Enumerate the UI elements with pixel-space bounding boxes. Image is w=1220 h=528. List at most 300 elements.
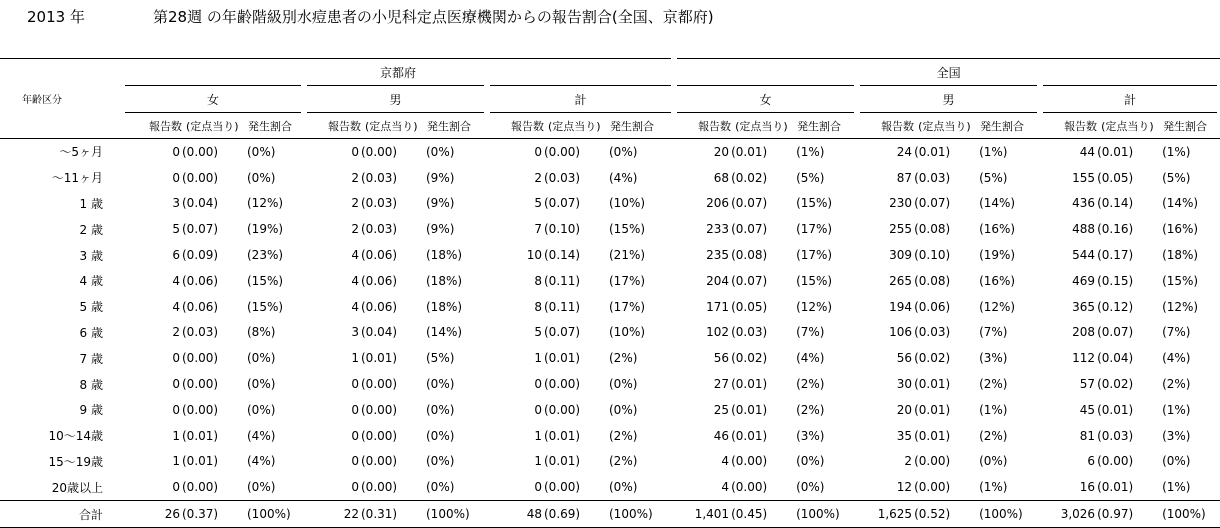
report-count: 235 [706, 248, 730, 263]
per-sentinel-value: (0.15) [1097, 273, 1134, 288]
rate-value: (5%) [979, 170, 1008, 185]
rate-value: (12%) [979, 299, 1016, 314]
rate-value: (1%) [796, 144, 825, 159]
sub-header-rate: 発生割合 [604, 113, 674, 139]
report-count: 365 [1072, 299, 1096, 314]
age-label: 3 歳 [79, 248, 103, 263]
rate-value: (0%) [1162, 454, 1191, 469]
report-count: 25 [713, 402, 730, 417]
per-sentinel-value: (0.03) [914, 325, 951, 340]
report-count: 0 [351, 402, 359, 417]
rate-value: (18%) [1162, 248, 1199, 263]
per-sentinel-value: (0.07) [731, 273, 768, 288]
report-count: 102 [706, 325, 730, 340]
report-count: 4 [721, 480, 730, 495]
rate-value: (7%) [1162, 325, 1191, 340]
report-count: 3 [172, 196, 180, 211]
per-sentinel-value: (0.00) [182, 402, 219, 417]
rate-value: (100%) [1157, 501, 1220, 528]
per-sentinel-value: (0.06) [361, 299, 398, 314]
rate-value: (1%) [1162, 480, 1191, 495]
sex-header: 計 [1040, 86, 1220, 113]
report-count: 0 [172, 480, 180, 495]
rate-value: (0%) [609, 144, 638, 159]
per-sentinel-value: (0.01) [182, 428, 219, 443]
rate-value: (2%) [979, 428, 1008, 443]
report-count: 57 [1079, 377, 1096, 392]
rate-value: (15%) [609, 222, 646, 237]
per-sentinel-value: (0.00) [914, 480, 951, 495]
rate-value: (100%) [604, 501, 674, 528]
per-sentinel-value: (0.37) [182, 501, 242, 528]
rate-value: (23%) [247, 248, 284, 263]
sub-header-count: 報告数 [857, 113, 914, 139]
rate-value: (0%) [426, 428, 455, 443]
report-count: 4 [351, 248, 359, 263]
report-count: 48 [487, 501, 544, 528]
rate-value: (0%) [247, 351, 276, 366]
per-sentinel-value: (0.00) [182, 480, 219, 495]
report-count: 4 [721, 454, 730, 469]
report-count: 8 [534, 273, 542, 288]
report-count: 1 [534, 454, 542, 469]
report-count: 230 [889, 196, 913, 211]
per-sentinel-value: (0.01) [544, 428, 581, 443]
header-row-subcolumns [0, 113, 1220, 139]
report-count: 106 [889, 325, 913, 340]
sub-header-rate: 発生割合 [421, 113, 487, 139]
report-count: 0 [534, 144, 542, 159]
report-count: 0 [351, 454, 359, 469]
report-count: 204 [706, 273, 730, 288]
report-count: 0 [172, 377, 180, 392]
region-header: 京都府 [125, 59, 674, 86]
per-sentinel-value: (0.01) [182, 454, 219, 469]
report-count: 2 [351, 222, 359, 237]
report-count: 0 [172, 170, 180, 185]
per-sentinel-value: (0.12) [1097, 299, 1134, 314]
sub-header-per-sentinel: (定点当り) [1097, 113, 1157, 139]
per-sentinel-value: (0.00) [361, 480, 398, 495]
per-sentinel-value: (0.05) [731, 299, 768, 314]
report-count: 155 [1072, 170, 1096, 185]
per-sentinel-value: (0.45) [731, 501, 791, 528]
report-count: 2 [172, 325, 180, 340]
rate-value: (100%) [791, 501, 857, 528]
report-count: 24 [896, 144, 913, 159]
per-sentinel-value: (0.03) [731, 325, 768, 340]
rate-value: (4%) [247, 428, 276, 443]
age-label: 20歳以上 [51, 480, 103, 495]
table-row [0, 165, 1220, 191]
report-count: 20 [896, 402, 913, 417]
per-sentinel-value: (0.08) [914, 273, 951, 288]
rate-value: (4%) [796, 351, 825, 366]
report-count: 309 [889, 248, 913, 263]
report-count: 0 [351, 144, 359, 159]
rate-value: (0%) [609, 480, 638, 495]
rate-value: (15%) [247, 299, 284, 314]
report-count: 44 [1079, 144, 1096, 159]
rate-value: (100%) [974, 501, 1040, 528]
rate-value: (0%) [426, 454, 455, 469]
rate-value: (15%) [1162, 273, 1199, 288]
report-count: 16 [1079, 480, 1096, 495]
age-label: 7 歳 [79, 351, 103, 366]
per-sentinel-value: (0.04) [361, 325, 398, 340]
table-row [0, 320, 1220, 346]
report-count: 45 [1079, 402, 1096, 417]
sub-header-per-sentinel: (定点当り) [731, 113, 791, 139]
per-sentinel-value: (0.07) [544, 325, 581, 340]
rate-value: (12%) [1162, 299, 1199, 314]
report-count: 26 [125, 501, 182, 528]
per-sentinel-value: (0.07) [914, 196, 951, 211]
per-sentinel-value: (0.03) [361, 170, 398, 185]
rate-value: (0%) [247, 144, 276, 159]
rate-value: (9%) [426, 222, 455, 237]
per-sentinel-value: (0.01) [914, 144, 951, 159]
rate-value: (2%) [1162, 377, 1191, 392]
report-count: 3 [351, 325, 359, 340]
table-row [0, 294, 1220, 320]
report-count: 488 [1072, 222, 1096, 237]
per-sentinel-value: (0.01) [914, 428, 951, 443]
report-count: 7 [534, 222, 542, 237]
per-sentinel-value: (0.01) [544, 351, 581, 366]
sex-header: 女 [125, 86, 304, 113]
report-count: 469 [1072, 273, 1096, 288]
per-sentinel-value: (0.03) [914, 170, 951, 185]
rate-value: (0%) [247, 480, 276, 495]
per-sentinel-value: (0.04) [1097, 351, 1134, 366]
rate-value: (7%) [979, 325, 1008, 340]
report-count: 81 [1079, 428, 1096, 443]
report-count: 4 [351, 273, 359, 288]
rate-value: (15%) [247, 273, 284, 288]
sub-header-count: 報告数 [1040, 113, 1097, 139]
per-sentinel-value: (0.07) [544, 196, 581, 211]
table-row [0, 449, 1220, 475]
per-sentinel-value: (0.00) [544, 480, 581, 495]
rate-value: (2%) [796, 377, 825, 392]
rate-value: (10%) [609, 196, 646, 211]
rate-value: (18%) [426, 299, 463, 314]
per-sentinel-value: (0.02) [731, 351, 768, 366]
rate-value: (14%) [979, 196, 1016, 211]
report-count: 112 [1072, 351, 1096, 366]
age-distribution-table [0, 58, 1220, 528]
per-sentinel-value: (0.01) [361, 351, 398, 366]
per-sentinel-value: (0.06) [182, 273, 219, 288]
report-count: 2 [904, 454, 913, 469]
sub-header-per-sentinel: (定点当り) [182, 113, 242, 139]
per-sentinel-value: (0.00) [361, 144, 398, 159]
report-count: 1 [534, 351, 542, 366]
sub-header-count: 報告数 [487, 113, 544, 139]
rate-value: (16%) [979, 273, 1016, 288]
rate-value: (7%) [796, 325, 825, 340]
report-count: 0 [534, 377, 542, 392]
per-sentinel-value: (0.06) [182, 299, 219, 314]
per-sentinel-value: (0.14) [544, 248, 581, 263]
per-sentinel-value: (0.03) [1097, 428, 1134, 443]
rate-value: (1%) [979, 402, 1008, 417]
per-sentinel-value: (0.08) [731, 248, 768, 263]
sex-header: 計 [487, 86, 674, 113]
per-sentinel-value: (0.09) [182, 248, 219, 263]
rate-value: (16%) [1162, 222, 1199, 237]
sub-header-count: 報告数 [674, 113, 731, 139]
per-sentinel-value: (0.00) [361, 402, 398, 417]
report-count: 233 [706, 222, 730, 237]
report-count: 171 [706, 299, 730, 314]
per-sentinel-value: (0.03) [182, 325, 219, 340]
per-sentinel-value: (0.69) [544, 501, 604, 528]
report-count: 436 [1072, 196, 1096, 211]
rate-value: (2%) [979, 377, 1008, 392]
rate-value: (17%) [609, 299, 646, 314]
per-sentinel-value: (0.06) [361, 248, 398, 263]
per-sentinel-value: (0.01) [1097, 480, 1134, 495]
rate-value: (2%) [609, 351, 638, 366]
report-count: 56 [896, 351, 913, 366]
title-year: 2013 年 [27, 8, 85, 26]
rate-value: (12%) [247, 196, 284, 211]
sub-header-rate: 発生割合 [791, 113, 857, 139]
rate-value: (17%) [609, 273, 646, 288]
sub-header-rate: 発生割合 [1157, 113, 1220, 139]
per-sentinel-value: (0.06) [361, 273, 398, 288]
report-count: 20 [713, 144, 730, 159]
table-row [0, 268, 1220, 294]
table-row [0, 474, 1220, 500]
per-sentinel-value: (0.00) [731, 480, 768, 495]
sex-header: 男 [857, 86, 1040, 113]
age-label: ～11ヶ月 [51, 171, 103, 186]
rate-value: (8%) [247, 325, 276, 340]
age-label: ～5ヶ月 [59, 145, 103, 160]
per-sentinel-value: (0.01) [544, 454, 581, 469]
sub-header-count: 報告数 [304, 113, 361, 139]
age-column-header: 年齢区分 [0, 59, 125, 139]
sub-header-rate: 発生割合 [242, 113, 304, 139]
rate-value: (17%) [796, 222, 833, 237]
rate-value: (5%) [796, 170, 825, 185]
per-sentinel-value: (0.11) [544, 273, 581, 288]
total-row [0, 501, 1220, 528]
rate-value: (0%) [426, 402, 455, 417]
report-count: 1,625 [857, 501, 914, 528]
table-row [0, 397, 1220, 423]
rate-value: (4%) [247, 454, 276, 469]
rate-value: (1%) [979, 144, 1008, 159]
rate-value: (9%) [426, 170, 455, 185]
per-sentinel-value: (0.10) [544, 222, 581, 237]
per-sentinel-value: (0.00) [361, 377, 398, 392]
per-sentinel-value: (0.00) [182, 377, 219, 392]
report-count: 5 [534, 325, 542, 340]
rate-value: (1%) [979, 480, 1008, 495]
report-count: 544 [1072, 248, 1096, 263]
report-count: 46 [713, 428, 730, 443]
per-sentinel-value: (0.00) [731, 454, 768, 469]
per-sentinel-value: (0.14) [1097, 196, 1134, 211]
per-sentinel-value: (0.01) [731, 428, 768, 443]
rate-value: (16%) [979, 222, 1016, 237]
rate-value: (1%) [1162, 402, 1191, 417]
rate-value: (0%) [426, 377, 455, 392]
sub-header-per-sentinel: (定点当り) [544, 113, 604, 139]
rate-value: (100%) [242, 501, 304, 528]
report-count: 1,401 [674, 501, 731, 528]
per-sentinel-value: (0.05) [1097, 170, 1134, 185]
per-sentinel-value: (0.00) [544, 402, 581, 417]
rate-value: (2%) [796, 402, 825, 417]
rate-value: (19%) [979, 248, 1016, 263]
report-count: 208 [1072, 325, 1096, 340]
age-label: 合計 [0, 501, 125, 528]
report-count: 4 [351, 299, 359, 314]
report-count: 1 [172, 454, 180, 469]
age-label: 10～14歳 [48, 429, 103, 444]
report-count: 68 [713, 170, 730, 185]
sub-header-count: 報告数 [125, 113, 182, 139]
report-count: 0 [351, 428, 359, 443]
per-sentinel-value: (0.01) [914, 402, 951, 417]
per-sentinel-value: (0.07) [1097, 325, 1134, 340]
report-count: 87 [896, 170, 913, 185]
per-sentinel-value: (0.00) [544, 144, 581, 159]
per-sentinel-value: (0.00) [544, 377, 581, 392]
report-count: 4 [172, 299, 180, 314]
per-sentinel-value: (0.01) [731, 144, 768, 159]
rate-value: (3%) [979, 351, 1008, 366]
rate-value: (18%) [426, 248, 463, 263]
table-row [0, 216, 1220, 242]
age-label: 15～19歳 [48, 454, 103, 469]
rate-value: (0%) [247, 170, 276, 185]
age-label: 5 歳 [79, 300, 103, 315]
rate-value: (18%) [426, 273, 463, 288]
report-count: 0 [351, 480, 359, 495]
sub-header-rate: 発生割合 [974, 113, 1040, 139]
report-count: 27 [713, 377, 730, 392]
age-label: 1 歳 [79, 196, 103, 211]
sub-header-per-sentinel: (定点当り) [361, 113, 421, 139]
report-count: 8 [534, 299, 542, 314]
rate-value: (21%) [609, 248, 646, 263]
header-row-regions [0, 59, 1220, 86]
report-count: 56 [713, 351, 730, 366]
age-label: 6 歳 [79, 325, 103, 340]
rate-value: (19%) [247, 222, 284, 237]
sex-header: 男 [304, 86, 487, 113]
per-sentinel-value: (0.02) [1097, 377, 1134, 392]
per-sentinel-value: (0.52) [914, 501, 974, 528]
report-count: 0 [172, 351, 180, 366]
rate-value: (0%) [609, 377, 638, 392]
header-row-sexes [0, 86, 1220, 113]
per-sentinel-value: (0.17) [1097, 248, 1134, 263]
per-sentinel-value: (0.01) [914, 377, 951, 392]
rate-value: (3%) [1162, 428, 1191, 443]
report-count: 10 [526, 248, 542, 263]
per-sentinel-value: (0.11) [544, 299, 581, 314]
per-sentinel-value: (0.01) [731, 377, 768, 392]
per-sentinel-value: (0.00) [182, 170, 219, 185]
rate-value: (0%) [247, 377, 276, 392]
per-sentinel-value: (0.01) [1097, 144, 1134, 159]
rate-value: (4%) [609, 170, 638, 185]
report-count: 12 [896, 480, 913, 495]
report-count: 2 [351, 170, 359, 185]
rate-value: (3%) [796, 428, 825, 443]
per-sentinel-value: (0.00) [182, 351, 219, 366]
rate-value: (10%) [609, 325, 646, 340]
per-sentinel-value: (0.07) [182, 222, 219, 237]
report-count: 265 [889, 273, 913, 288]
per-sentinel-value: (0.06) [914, 299, 951, 314]
report-count: 3,026 [1040, 501, 1097, 528]
age-label: 9 歳 [79, 403, 103, 418]
rate-value: (17%) [796, 248, 833, 263]
region-header: 全国 [674, 59, 1220, 86]
report-count: 0 [172, 402, 180, 417]
per-sentinel-value: (0.07) [731, 222, 768, 237]
report-count: 0 [351, 377, 359, 392]
rate-value: (0%) [426, 144, 455, 159]
rate-value: (4%) [1162, 351, 1191, 366]
rate-value: (1%) [1162, 144, 1191, 159]
per-sentinel-value: (0.00) [914, 454, 951, 469]
per-sentinel-value: (0.01) [1097, 402, 1134, 417]
report-count: 5 [172, 222, 180, 237]
per-sentinel-value: (0.03) [544, 170, 581, 185]
table-row [0, 345, 1220, 371]
per-sentinel-value: (0.02) [914, 351, 951, 366]
report-count: 2 [534, 170, 542, 185]
report-count: 1 [172, 428, 180, 443]
per-sentinel-value: (0.31) [361, 501, 421, 528]
rate-value: (14%) [1162, 196, 1199, 211]
rate-value: (0%) [426, 480, 455, 495]
report-count: 6 [172, 248, 180, 263]
rate-value: (15%) [796, 273, 833, 288]
rate-value: (5%) [1162, 170, 1191, 185]
rate-value: (2%) [609, 428, 638, 443]
report-count: 6 [1087, 454, 1096, 469]
table-row [0, 191, 1220, 217]
report-count: 206 [706, 196, 730, 211]
age-label: 2 歳 [79, 222, 103, 237]
rate-value: (0%) [796, 454, 825, 469]
report-count: 255 [889, 222, 913, 237]
age-label: 4 歳 [79, 274, 103, 289]
per-sentinel-value: (0.00) [361, 428, 398, 443]
per-sentinel-value: (0.16) [1097, 222, 1134, 237]
rate-value: (14%) [426, 325, 463, 340]
sex-header: 女 [674, 86, 857, 113]
report-count: 1 [351, 351, 359, 366]
report-count: 1 [534, 428, 542, 443]
rate-value: (0%) [796, 480, 825, 495]
table-row [0, 423, 1220, 449]
table-row [0, 371, 1220, 397]
rate-value: (0%) [609, 402, 638, 417]
per-sentinel-value: (0.08) [914, 222, 951, 237]
rate-value: (15%) [796, 196, 833, 211]
